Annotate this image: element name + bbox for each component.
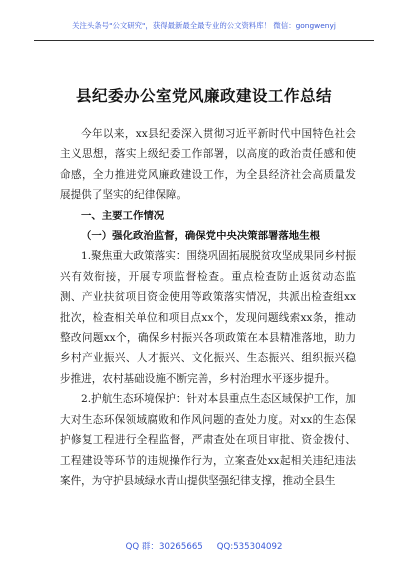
document-body — [60, 124, 356, 491]
intro-paragraph: 今年以来，xx县纪委深入贯彻习近平新时代中国特色社会主义思想，落实上级纪委工作部署，以高度的政治责任感和使命感，全力推进党风廉政建设工作，为全县经济社会高质量发展提供了坚实的纪律保障。 — [60, 128, 356, 202]
header-promo-note: 关注头条号"公文研究"，获得最新最全最专业的公文资料库！ 微信：gongwenyj — [72, 21, 336, 30]
item-paragraph-1: 1.聚焦重大政策落实：围绕巩固拓展脱贫攻坚成果同乡村振兴有效衔接，开展专项监督检查。重点检查防止返贫动态监测、产业扶贫项目资金使用等政策落实情况，共派出检查组xx批次，检查相关单位和项目点xx个，发现问题线索xx条，推动整改问题xx个，确保乡村振兴各项政策在本县精准落地，助力乡村产业振兴、人才振兴、文化振兴、生态振兴、组织振兴稳步推进，农村基础设施不断完善，乡村治理水平逐步提升。 — [60, 250, 356, 385]
section-heading: 一、主要工作情况 — [81, 209, 165, 222]
item-paragraph-2: 2.护航生态环境保护：针对本县重点生态区域保护工作，加大对生态环保领域腐败和作风问题的查处力度。对xx的生态保护修复工程进行全程监督，严肃查处在项目审批、资金拨付、工程建设等环节的违规操作行为，立案查处xx起相关违纪违法案件，为守护县域绿水青山提供坚强纪律支撑，推动全县生 — [60, 393, 356, 487]
footer-qq-number: QQ:535304092 — [216, 542, 283, 552]
header-divider — [34, 40, 374, 41]
document-title: 县纪委办公室党风廉政建设工作总结 — [75, 87, 332, 105]
subsection-heading: （一）强化政治监督，确保党中央决策部署落地生根 — [81, 230, 320, 243]
footer-qq-group: QQ 群：30265665 — [125, 542, 203, 552]
footer-contact — [0, 540, 408, 552]
